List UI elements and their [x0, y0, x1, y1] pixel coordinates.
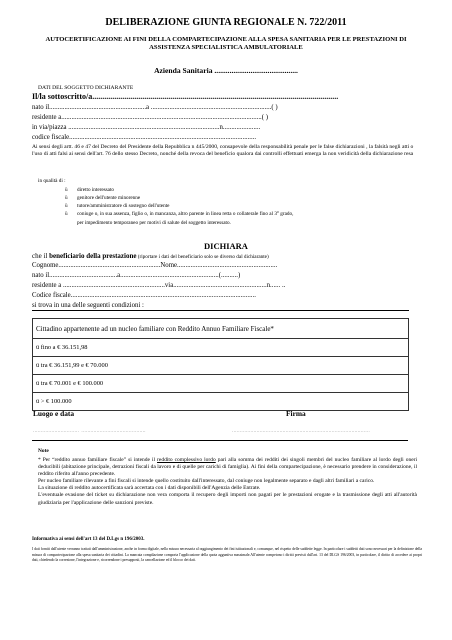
informativa-heading: Informativa ai sensi dell'art 13 del D.Lgs n 196/2003.: [32, 537, 145, 542]
reddito-option-70001-100000[interactable]: ü tra € 70.001 e € 100.000: [33, 375, 409, 393]
condizioni-label: si trova in una delle seguenti condizioni :: [32, 302, 144, 309]
luogo-data-label: Luogo e data: [33, 409, 75, 418]
beneficiario-nato-field[interactable]: nato il........................................a..........................................................(..........): [32, 272, 241, 279]
reddito-option-36151-70000[interactable]: ü tra € 36.151,99 e € 70.000: [33, 357, 409, 375]
reddito-option-fino-36151[interactable]: ü fino a € 36.151,98: [33, 339, 409, 357]
nato-field[interactable]: nato il.........................................................a .......................................................................( ): [32, 104, 278, 111]
in-qualita-label: in qualità di :: [38, 178, 66, 184]
option-tutore[interactable]: ü tutore/amministratore di sostegno dell'utente: [65, 203, 170, 209]
section-label-dichiarante: DATI DEL SOGGETTO DICHIARANTE: [38, 85, 134, 91]
via-field[interactable]: in via/piazza .........................................................................................n......................: [32, 124, 261, 131]
check-icon: ü: [65, 187, 68, 193]
check-icon: ü: [65, 211, 68, 217]
reddito-table-header: Cittadino appartenente ad un nucleo familiare con Reddito Annuo Familiare Fiscale*: [33, 319, 409, 339]
informativa-text: I dati forniti dall'utente verranno trattati dall'amministrazione, anche in forma digitale, nella misura necessaria al raggiungimento dei fini istituzionali e, comunque, nel rispetto delle suddette legge. In particolare i suddetti dati sono necessari per la definizione della misura di compartecipazione alla spesa sanitaria dei cittadini. La mancata compilazione comporta l'applicazione della quota agguntiva massimale.All'utente competono i diritti previsti dall'art. 13 del DLGS 196/2003, in particolare, il diritto di accedere ai propri dati, chiedendo la correzione, l'integrazione e, ricorrendone i presupposti, la cancellazione ed il blocco dei dati.: [32, 547, 422, 563]
azienda-sanitaria-field[interactable]: Azienda Sanitaria ............................................: [154, 66, 298, 75]
beneficiario-residente-field[interactable]: residente a ............................................................via.......................................................n...... ..: [32, 282, 286, 289]
firma-label: Firma: [286, 409, 306, 418]
notes-body: * Per “reddito annuo familiare fiscale” si intende il reddito complessivo lordo pari alla somma dei redditi dei singoli membri del nucleo familiare al lordo degli oneri deducibili (abitazione principale, detrazioni fiscali da lavoro e di quelle per carichi di famiglia). Ai fini della compartecipazione, è necessario prendere in considerazione, il reddito riferito all'anno precedente. Per nucleo familiare rilevante a fini fiscali si intende quello costituito dall'interessato, dal coniuge non legalmente separato e dagli altri familiari a carico. La situazione di reddito autocertificata sarà accertata con i dati disponibili dell'Agenzia delle Entrate. L'eventuale evasione del ticket su dichiarazione non vera comporta il recupero degli importi non pagati per le prestazioni erogate e la trasmissione degli atti all'autorità giudiziaria per l'applicazione delle sanzioni previste.: [38, 457, 418, 506]
legal-text: Ai sensi degli artt. 46 e 47 del Decreto del Presidente della Repubblica n 445/2000, consapevole della responsabilità penale per le false dichiarazioni , la falsità negli atti o l'uso di atti falsi ai sensi dell'art. 76 dello stesso Decreto, nonché della revoca del beneficio qualora dai controlli effettuati emerga la non veridicità della dichiarazione resa: [32, 144, 414, 157]
option-coniuge[interactable]: ü coniuge o, in sua assenza, figlio o, in mancanza, altro parente in linea retta o collaterale fino al 3° grado,: [65, 211, 294, 217]
reddito-option-over-100000[interactable]: ü > € 100.000: [33, 393, 409, 411]
divider: [32, 310, 409, 311]
residente-field[interactable]: residente a......................................................................................................................( ): [32, 114, 268, 121]
divider: [32, 440, 408, 441]
check-icon: ü: [65, 203, 68, 209]
option-coniuge-continued: per impedimento temporaneo per motivi di salute del soggetto interessato.: [77, 220, 231, 226]
beneficiario-codice-fiscale-field[interactable]: Codice fiscale.............................................................................................................: [32, 292, 256, 299]
option-genitore[interactable]: ü genitore dell'utente minorenne: [65, 195, 141, 201]
luogo-data-field[interactable]: ………………………… ……………………………………: [33, 428, 146, 433]
option-diretto-interessato[interactable]: ü diretto interessato: [65, 187, 115, 193]
check-icon: ü: [65, 195, 68, 201]
dichiara-heading: DICHIARA: [204, 241, 248, 251]
codice-fiscale-field[interactable]: codice fiscale..............................................................................................................: [32, 134, 257, 141]
firma-field[interactable]: ………………………………………………………………………………: [232, 428, 370, 433]
note-heading: Note: [38, 448, 49, 454]
cognome-nome-field[interactable]: Cognome............................................................Nome...........................................................: [32, 262, 278, 269]
sottoscritto-field[interactable]: Il/la sottoscritto/a...........................................................................................................................: [32, 92, 339, 101]
document-subtitle: AUTOCERTIFICAZIONE AI FINI DELLA COMPARTECIPAZIONE ALLA SPESA SANITARIA PER LE PRESTAZIONI DI ASSISTENZA SPECIALISTICA AMBULATORIALE: [45, 36, 407, 52]
reddito-table: [32, 318, 409, 411]
document-title: DELIBERAZIONE GIUNTA REGIONALE N. 722/2011: [105, 17, 347, 28]
beneficiario-line: che il beneficiario della prestazione (riportare i dati del beneficiario solo se diverso dal dichiarante): [32, 252, 269, 260]
